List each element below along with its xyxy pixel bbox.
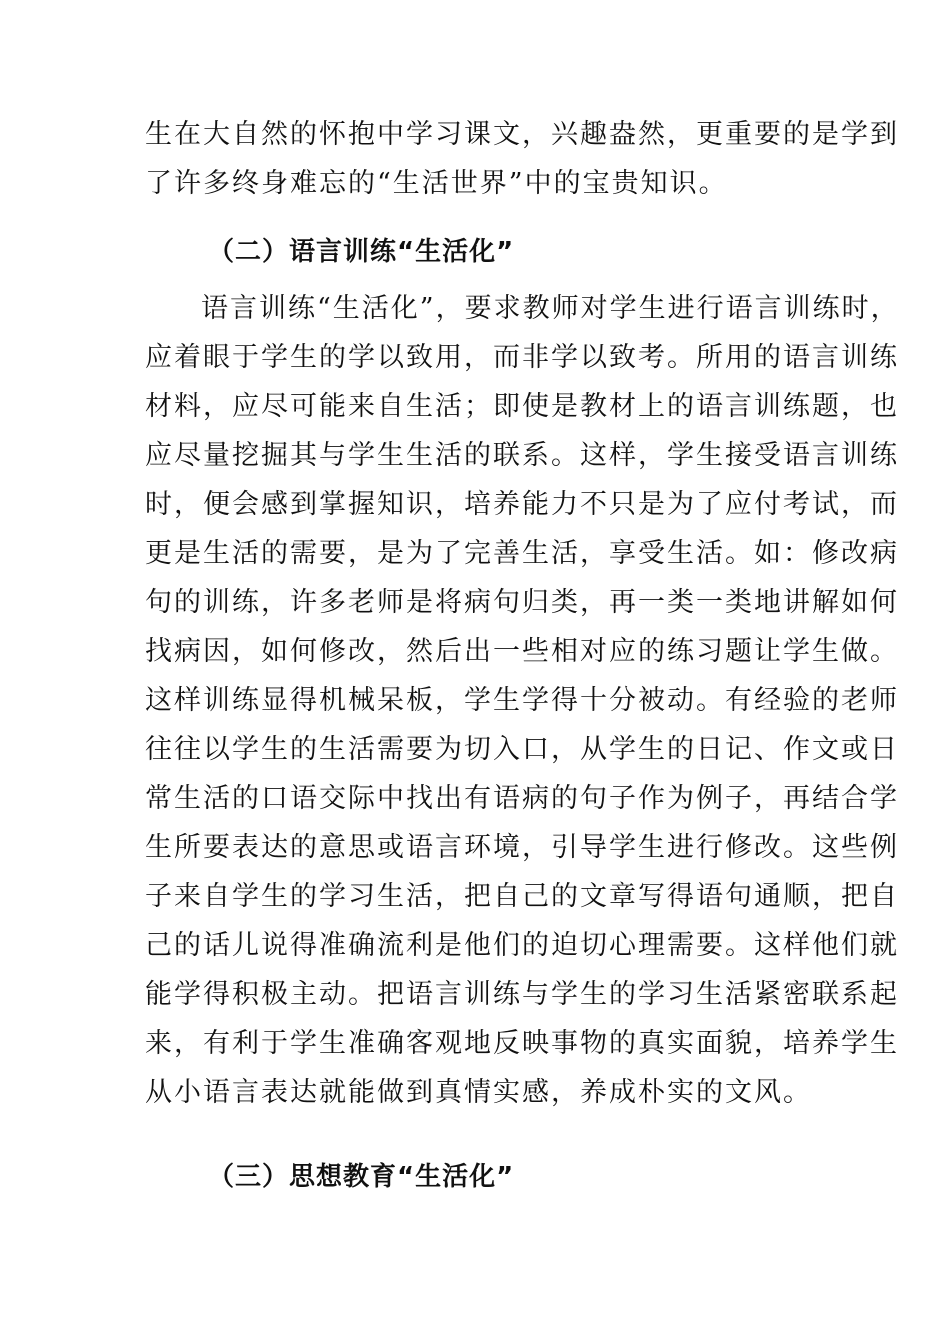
paragraph-line: 常生活的口语交际中找出有语病的句子作为例子，再结合学 [145,783,899,814]
paragraph-line: 能学得积极主动。把语言训练与学生的学习生活紧密联系起 [145,979,899,1010]
paragraph-line: 生在大自然的怀抱中学习课文，兴趣盎然，更重要的是学到 [145,119,899,150]
paragraph-line: 语言训练“生活化”，要求教师对学生进行语言训练时， [201,293,900,324]
paragraph-line: 时，便会感到掌握知识，培养能力不只是为了应付考试，而 [145,489,899,520]
paragraph-line: 更是生活的需要，是为了完善生活，享受生活。如：修改病 [145,538,899,569]
intro-paragraph [145,110,899,208]
paragraph-line: 来，有利于学生准确客观地反映事物的真实面貌，培养学生 [145,1028,899,1059]
paragraph-line: 这样训练显得机械呆板，学生学得十分被动。有经验的老师 [145,685,899,716]
paragraph-line: 应着眼于学生的学以致用，而非学以致考。所用的语言训练 [145,342,899,373]
paragraph-line: 句的训练，许多老师是将病句归类，再一类一类地讲解如何 [145,587,899,618]
paragraph-line: 己的话儿说得准确流利是他们的迫切心理需要。这样他们就 [145,930,899,961]
paragraph-line: 了许多终身难忘的“生活世界”中的宝贵知识。 [145,168,728,199]
paragraph-line: 找病因，如何修改，然后出一些相对应的练习题让学生做。 [145,636,899,667]
paragraph-line: 生所要表达的意思或语言环境，引导学生进行修改。这些例 [145,832,899,863]
section-heading-3: （三）思想教育“生活化” [208,1162,515,1192]
paragraph-line: 材料，应尽可能来自生活；即使是教材上的语言训练题，也 [145,391,899,422]
section-heading-2: （二）语言训练“生活化” [208,237,515,267]
paragraph-line: 往往以学生的生活需要为切入口，从学生的日记、作文或日 [145,734,899,765]
paragraph-line: 应尽量挖掘其与学生生活的联系。这样，学生接受语言训练 [145,440,899,471]
paragraph-line: 从小语言表达就能做到真情实感，养成朴实的文风。 [145,1077,812,1108]
paragraph-line: 子来自学生的学习生活，把自己的文章写得语句通顺，把自 [145,881,899,912]
section2-paragraph [145,284,900,1117]
